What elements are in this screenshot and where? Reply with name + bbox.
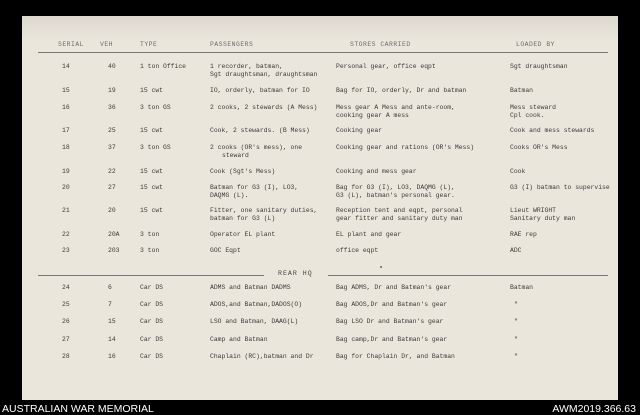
serial-cell: 21 [62, 207, 70, 214]
passengers-line: ADOS,and Batman,DADOS(O) [210, 301, 303, 308]
passengers-line: steward [222, 152, 249, 159]
stores-line: Bag for Chaplain Dr, and Batman [336, 353, 455, 360]
loaded-line: Batman [510, 87, 534, 94]
veh-cell: 203 [108, 247, 120, 254]
serial-cell: 24 [62, 284, 70, 291]
stores-line: office eqpt [336, 247, 379, 254]
footer-accession-number: AWM2019.366.63 [552, 403, 636, 415]
loaded-line: " [514, 353, 518, 360]
loaded-line: Sgt draughtsman [510, 63, 568, 70]
passengers-line: ADMS and Batman DADMS [210, 284, 291, 291]
loaded-line: Batman [510, 284, 534, 291]
header-passengers: PASSENGERS [210, 41, 254, 48]
header-divider [38, 52, 608, 53]
type-cell: 3 ton GS [140, 104, 171, 111]
type-cell: 3 ton [140, 231, 160, 238]
stores-line: Cooking gear and rations (OR's Mess) [336, 144, 475, 151]
loaded-line: " [514, 301, 518, 308]
loaded-line: RAE rep [510, 231, 537, 238]
serial-cell: 16 [62, 104, 70, 111]
serial-cell: 18 [62, 144, 70, 151]
passengers-line: Cook, 2 stewards. (B Mess) [210, 127, 310, 134]
stores-line: Reception tent and eqpt, personal [336, 207, 463, 214]
loaded-line: Cook [510, 168, 526, 175]
veh-cell: 14 [108, 336, 116, 343]
passengers-line: 2 cooks, 2 stewards (A Mess) [210, 104, 318, 111]
loaded-line: Cooks OR's Mess [510, 144, 568, 151]
type-cell: 1 ton Office [140, 63, 187, 70]
passengers-line: GOC Eqpt [210, 247, 241, 254]
veh-cell: 19 [108, 87, 116, 94]
passengers-line: Cook (Sgt's Mess) [210, 168, 276, 175]
veh-cell: 15 [108, 318, 116, 325]
type-cell: 15 cwt [140, 184, 164, 191]
loaded-line: Mess steward [510, 104, 557, 111]
paper-speck [380, 266, 382, 268]
stores-line: Cooking and mess gear [336, 168, 417, 175]
veh-cell: 37 [108, 144, 116, 151]
stores-line: Bag for G3 (I), LO3, DAQMG (L), [336, 184, 455, 191]
passengers-line: Fitter, one sanitary duties, [210, 207, 318, 214]
stores-line: EL plant and gear [336, 231, 402, 238]
passengers-line: 1 recorder, batman, [210, 63, 283, 70]
type-cell: 15 cwt [140, 207, 164, 214]
veh-cell: 40 [108, 63, 116, 70]
veh-cell: 22 [108, 168, 116, 175]
passengers-line: 2 cooks (OR's mess), one [210, 144, 303, 151]
type-cell: Car DS [140, 284, 164, 291]
serial-cell: 14 [62, 63, 70, 70]
serial-cell: 27 [62, 336, 70, 343]
header-type: TYPE [140, 41, 158, 48]
stores-line: Bag ADOS,Dr and Batman's gear [336, 301, 448, 308]
loaded-line: G3 (I) batman to supervise [510, 184, 610, 191]
serial-cell: 19 [62, 168, 70, 175]
type-cell: Car DS [140, 353, 164, 360]
serial-cell: 15 [62, 87, 70, 94]
veh-cell: 36 [108, 104, 116, 111]
passengers-line: Camp and Batman [210, 336, 268, 343]
stores-line: Bag camp,Dr and Batman's gear [336, 336, 448, 343]
header-serial: SERIAL [58, 41, 85, 48]
serial-cell: 28 [62, 353, 70, 360]
stores-line: Mess gear A Mess and ante-room, [336, 104, 455, 111]
type-cell: 3 ton [140, 247, 160, 254]
passengers-line: Sgt draughtsman, draughtsman [210, 71, 318, 78]
stores-line: G3 (L), batman's personal gear. [336, 192, 455, 199]
stores-line: Bag for IO, orderly, Dr and batman [336, 87, 467, 94]
passengers-line: LSO and Batman, DAAG(L) [210, 318, 299, 325]
type-cell: Car DS [140, 336, 164, 343]
stores-line: Bag LSO Dr and Batman's gear [336, 318, 444, 325]
loaded-line: Cpl cook. [510, 112, 545, 119]
veh-cell: 20 [108, 207, 116, 214]
loaded-line: Cook and mess stewards [510, 127, 595, 134]
serial-cell: 20 [62, 184, 70, 191]
stores-line: Bag ADMS, Dr and Batman's gear [336, 284, 452, 291]
serial-cell: 23 [62, 247, 70, 254]
document-page [22, 16, 618, 400]
veh-cell: 20A [108, 231, 120, 238]
type-cell: 15 cwt [140, 168, 164, 175]
serial-cell: 22 [62, 231, 70, 238]
veh-cell: 16 [108, 353, 116, 360]
header-veh: VEH [100, 41, 114, 48]
veh-cell: 27 [108, 184, 116, 191]
type-cell: 15 cwt [140, 87, 164, 94]
stores-line: Cooking gear [336, 127, 383, 134]
passengers-line: Batman for G3 (I), LO3, [210, 184, 299, 191]
rear-hq-label: REAR HQ [278, 270, 313, 277]
rear-divider-right [328, 275, 608, 276]
footer-credit: AUSTRALIAN WAR MEMORIAL [2, 403, 154, 415]
veh-cell: 7 [108, 301, 112, 308]
loaded-line: ADC [510, 247, 522, 254]
veh-cell: 25 [108, 127, 116, 134]
loaded-line: " [514, 336, 518, 343]
type-cell: 3 ton GS [140, 144, 171, 151]
header-stores: STORES CARRIED [350, 41, 411, 48]
passengers-line: Chaplain (RC),batman and Dr [210, 353, 314, 360]
passengers-line: batman for G3 (L) [210, 215, 276, 222]
passengers-line: Operator EL plant [210, 231, 276, 238]
loaded-line: " [514, 318, 518, 325]
type-cell: 15 cwt [140, 127, 164, 134]
serial-cell: 25 [62, 301, 70, 308]
page-top-edge [22, 16, 618, 40]
stores-line: Personal gear, office eqpt [336, 63, 436, 70]
stores-line: cooking gear A mess [336, 112, 409, 119]
header-loaded-by: LOADED BY [516, 41, 556, 48]
veh-cell: 6 [108, 284, 112, 291]
loaded-line: Sanitary duty man [510, 215, 576, 222]
passengers-line: DAQMG (L). [210, 192, 249, 199]
rear-divider-left [38, 275, 264, 276]
type-cell: Car DS [140, 301, 164, 308]
loaded-line: Lieut WRIGHT [510, 207, 557, 214]
type-cell: Car DS [140, 318, 164, 325]
serial-cell: 17 [62, 127, 70, 134]
serial-cell: 26 [62, 318, 70, 325]
stores-line: gear fitter and sanitary duty man [336, 215, 463, 222]
passengers-line: IO, orderly, batman for IO [210, 87, 310, 94]
